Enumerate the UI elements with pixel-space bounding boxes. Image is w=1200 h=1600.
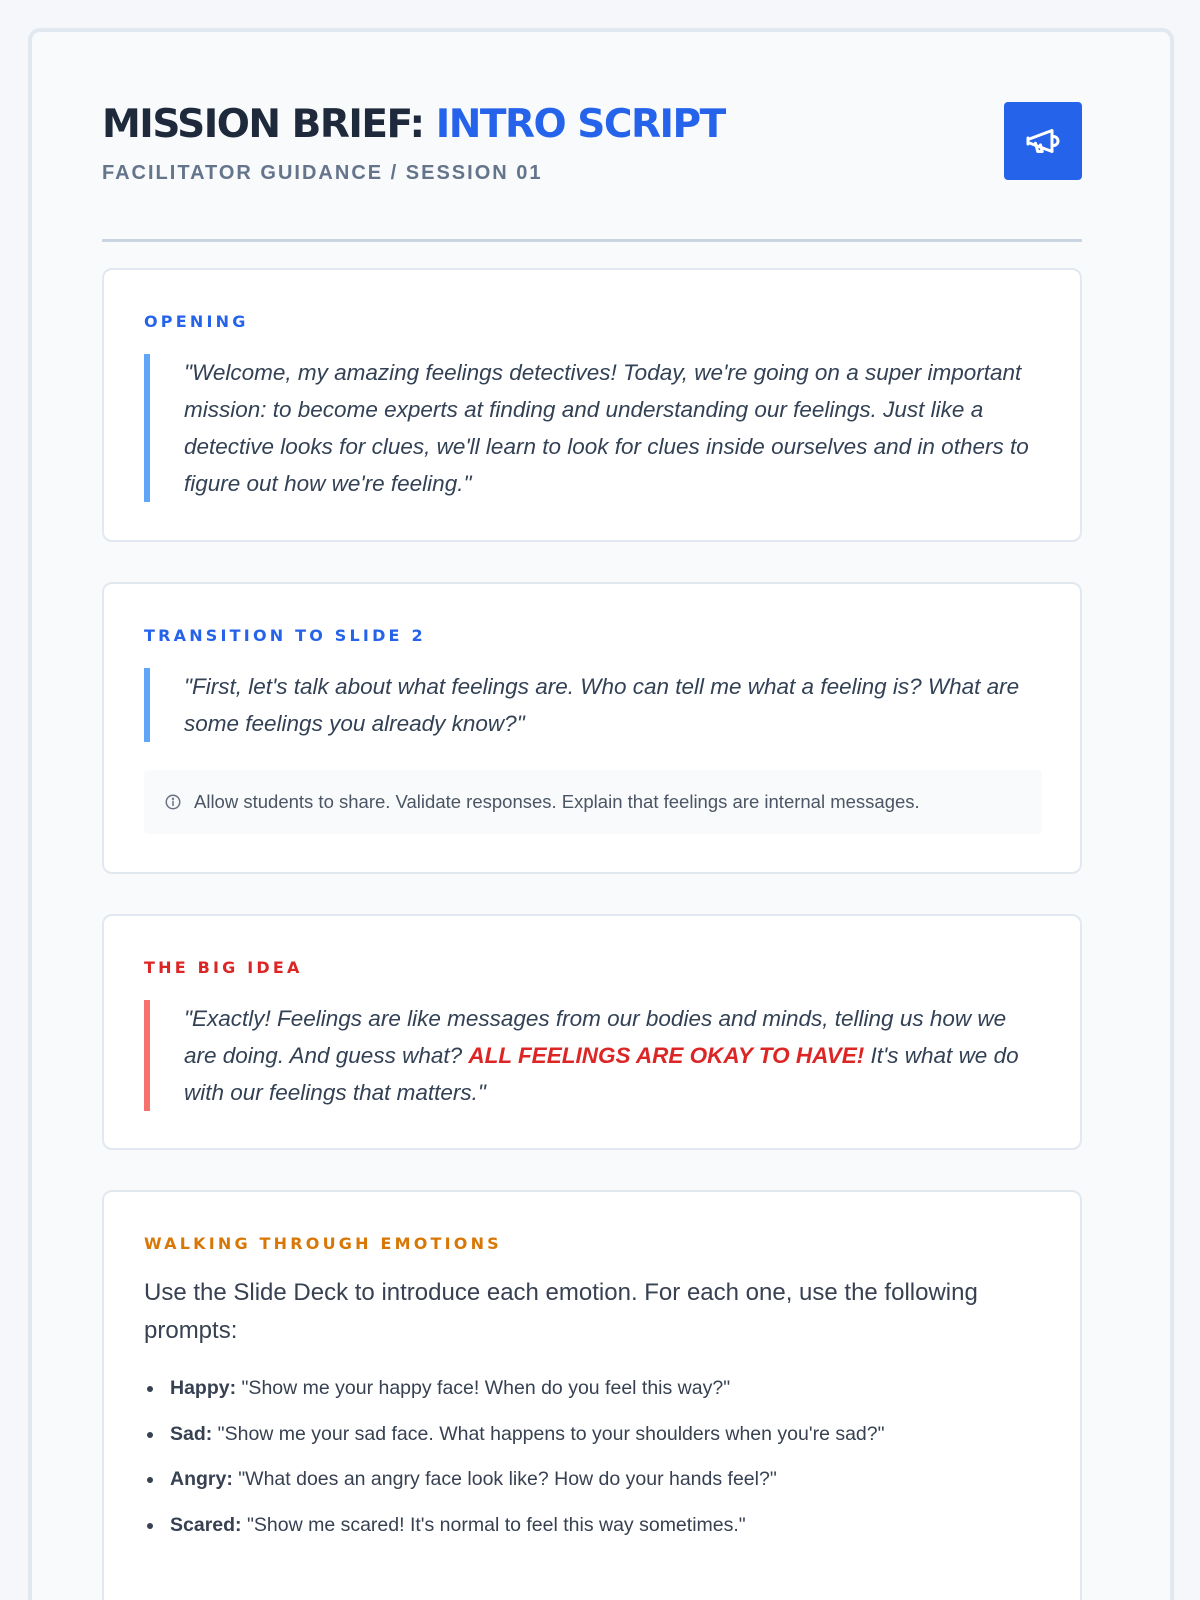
list-item	[144, 1412, 1044, 1458]
page-subtitle: FACILITATOR GUIDANCE / SESSION 01	[102, 162, 543, 184]
page-title-main: MISSION BRIEF:	[102, 102, 436, 147]
transition-card	[102, 582, 1082, 874]
list-item	[144, 1457, 1044, 1503]
big-idea-emphasis: ALL FEELINGS ARE OKAY TO HAVE!	[468, 1043, 865, 1068]
page-title-accent: INTRO SCRIPT	[435, 102, 725, 147]
emotion-prompt: "Show me your happy face! When do you feel this way?"	[236, 1377, 731, 1399]
big-idea-quote-after: It's what we do with our feelings that matters."	[184, 1043, 1019, 1105]
emotions-intro: Use the Slide Deck to introduce each emotion. For each one, use the following prompts:	[144, 1279, 978, 1344]
emotion-name: Angry:	[170, 1468, 233, 1490]
emotion-name: Happy:	[170, 1377, 237, 1399]
emotion-prompt: "What does an angry face look like? How do your hands feel?"	[232, 1468, 777, 1490]
facilitator-note	[144, 770, 1042, 834]
transition-quote: "First, let's talk about what feelings are. Who can tell me what a feeling is? What are some feelings you already know?"	[144, 668, 1044, 742]
document-content	[102, 32, 1082, 1536]
emotion-name: Scared:	[170, 1513, 242, 1536]
emotion-name: Sad:	[170, 1422, 213, 1445]
section-label-opening: OPENING	[144, 312, 249, 331]
section-label-big-idea: THE BIG IDEA	[144, 958, 303, 977]
big-idea-card	[102, 914, 1082, 1150]
document-frame	[28, 28, 1174, 1600]
page-title	[102, 102, 725, 147]
opening-quote: "Welcome, my amazing feelings detectives! Today, we're going on a super important mission: to become experts at finding and understanding our feelings. Just like a detective looks for clues, we'll learn to look for clues inside ourselves and in others to figure out how we're feeling."	[144, 354, 1044, 502]
big-idea-quote	[144, 1000, 1044, 1111]
emotion-prompts-list	[144, 1366, 1044, 1548]
megaphone-icon	[1025, 123, 1061, 159]
page-header	[102, 32, 1082, 242]
section-label-emotions: WALKING THROUGH EMOTIONS	[144, 1234, 502, 1253]
info-icon	[164, 793, 182, 811]
section-label-transition: TRANSITION TO SLIDE 2	[144, 626, 426, 645]
emotion-prompt: "Show me your sad face. What happens to your shoulders when you're sad?"	[212, 1422, 885, 1445]
announce-button[interactable]	[1004, 102, 1082, 180]
list-item	[144, 1503, 1044, 1549]
big-idea-quote-before: "Exactly! Feelings are like messages from our bodies and minds, telling us how we are doing. And guess what?	[184, 1006, 1007, 1068]
opening-card	[102, 268, 1082, 542]
list-item	[144, 1366, 1044, 1412]
emotions-card	[102, 1190, 1082, 1600]
emotion-prompt: "Show me scared! It's normal to feel this way sometimes."	[241, 1513, 746, 1536]
facilitator-note-text: Allow students to share. Validate responses. Explain that feelings are internal messages.	[194, 791, 920, 812]
